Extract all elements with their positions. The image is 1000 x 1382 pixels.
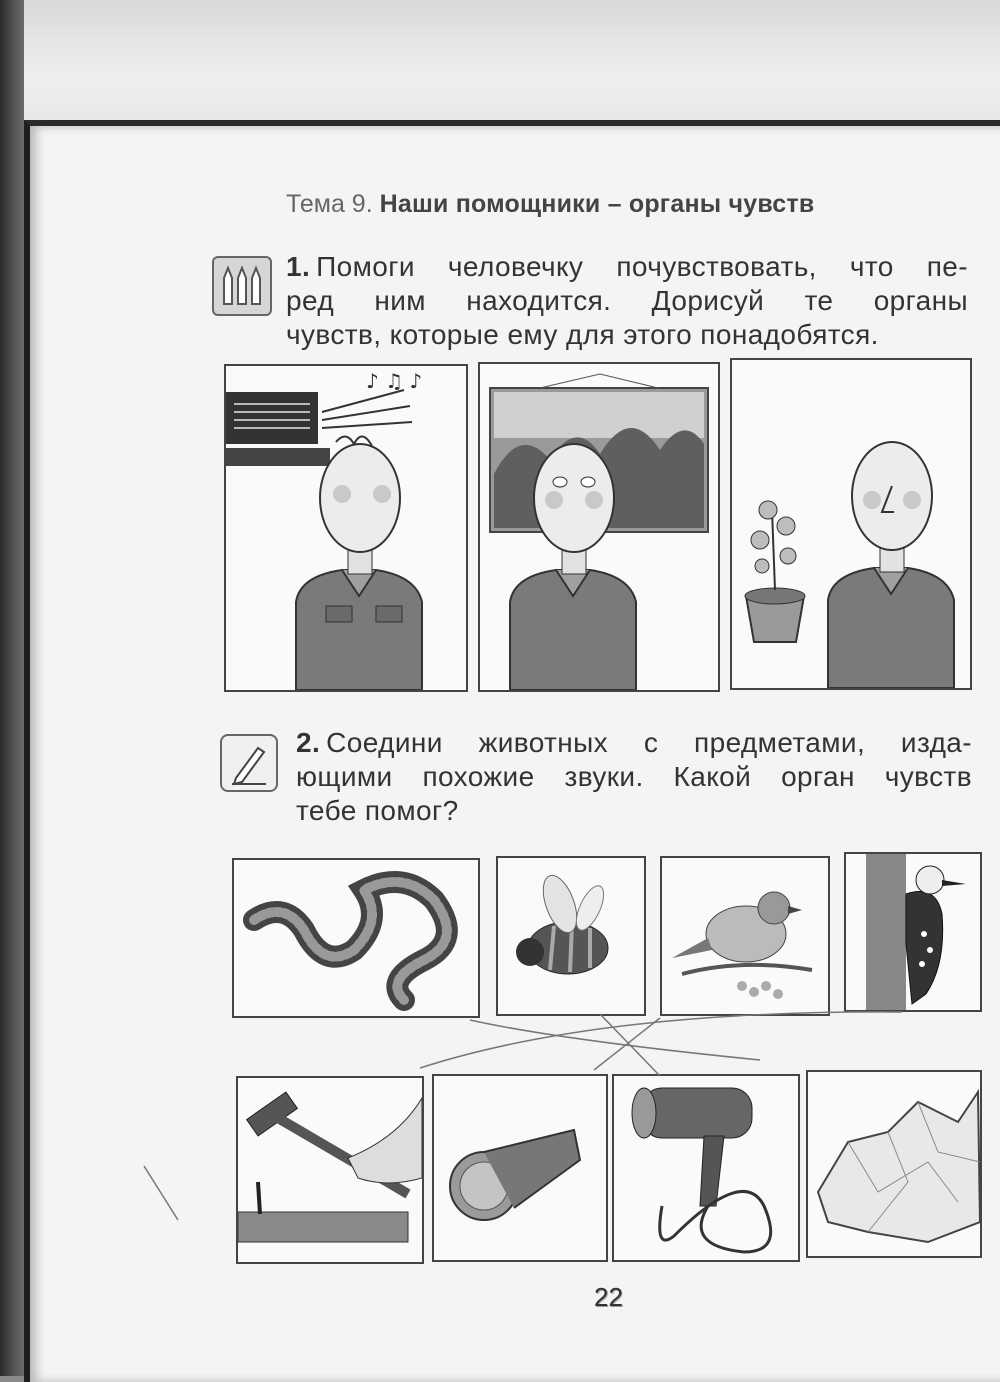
hair-dryer-picture (614, 1076, 798, 1260)
task1-text (286, 250, 968, 352)
bird-card[interactable] (660, 856, 830, 1016)
panel-forest-boy (478, 362, 720, 692)
hammer-card[interactable] (236, 1076, 424, 1264)
task1-line-3: чувств, которые ему для этого понадобятся. (286, 319, 879, 350)
woodpecker-card[interactable] (844, 852, 982, 1012)
task2-text (296, 726, 972, 828)
task2-number: 2. (296, 727, 321, 758)
whistle-card[interactable] (432, 1074, 608, 1262)
scan-top-margin (0, 0, 1000, 130)
task2-line-3: тебе помог? (296, 795, 459, 826)
panel-radio-boy (224, 364, 468, 692)
bird-picture (662, 858, 828, 1014)
crumpled-paper-picture (808, 1072, 980, 1256)
hair-dryer-card[interactable] (612, 1074, 800, 1262)
task2-line-2: ющими похожие звуки. Какой орган чувств (296, 761, 972, 792)
task1-line-2: ред ним находится. Дорисуй те органы (286, 285, 968, 316)
task2-line-1: Соедини животных с предметами, изда- (326, 727, 972, 758)
task1-number: 1. (286, 251, 311, 282)
pencils-icon (212, 256, 272, 316)
topic-prefix: Тема 9. (286, 190, 373, 218)
svg-text:♪ ♫ ♪: ♪ ♫ ♪ (366, 369, 423, 393)
forest-boy-illustration (480, 364, 718, 690)
book-spine-edge (0, 0, 24, 1376)
woodpecker-picture (846, 854, 980, 1010)
pencil-draw-icon (220, 734, 278, 792)
radio-boy-illustration (226, 366, 466, 690)
hammer-nail-picture (238, 1078, 422, 1262)
bee-card[interactable] (496, 856, 646, 1016)
task1-line-1: Помоги человечку почувствовать, что пе- (316, 251, 968, 282)
snake-picture (234, 860, 478, 1016)
page-number: 22 (594, 1282, 623, 1312)
flower-boy-illustration (732, 360, 970, 688)
crumpled-paper-card[interactable] (806, 1070, 982, 1258)
snake-card[interactable] (232, 858, 480, 1018)
panel-flower-boy (730, 358, 972, 690)
page-title (286, 190, 814, 219)
topic-title: Наши помощники – органы чувств (379, 190, 815, 218)
whistle-picture (434, 1076, 606, 1260)
bee-picture (498, 858, 644, 1014)
